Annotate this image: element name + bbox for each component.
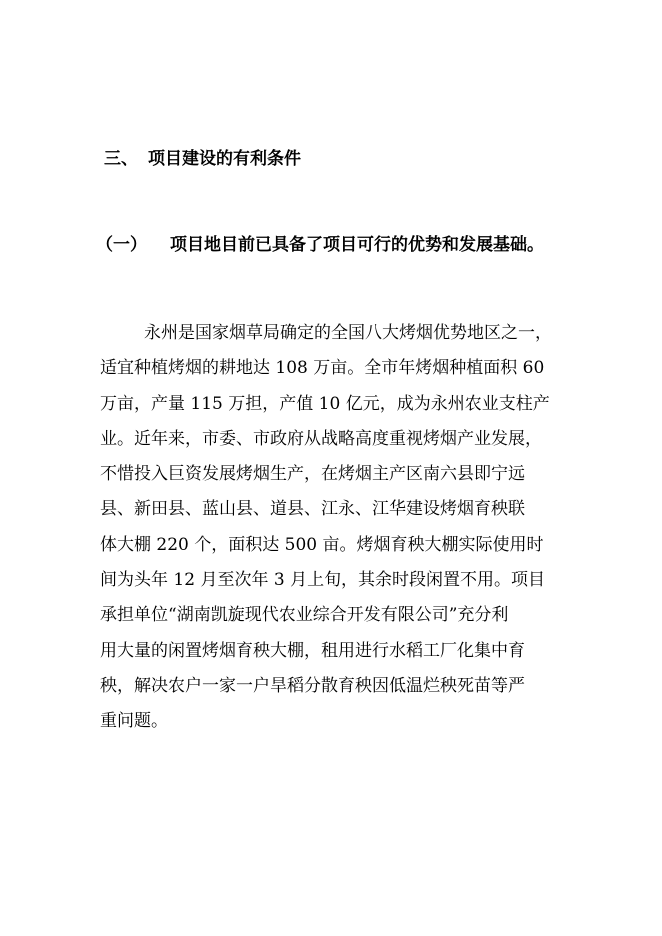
paragraph-line: 永州是国家烟草局确定的全国八大烤烟优势地区之一， xyxy=(144,323,552,343)
section-number: 三、 xyxy=(104,149,138,169)
subsection-number: （一） xyxy=(96,235,147,255)
paragraph-line: 间为头年 12 月至次年 3 月上旬，其余时段闲置不用。项目 xyxy=(100,570,546,591)
section-title: 项目建设的有利条件 xyxy=(148,149,301,169)
paragraph-line: 体大棚 220 个，面积达 500 亩。烤烟育秧大棚实际使用时 xyxy=(100,534,544,555)
body-paragraph xyxy=(100,316,570,740)
subsection-heading xyxy=(96,234,544,256)
paragraph-line: 县、新田县、蓝山县、道县、江永、江华建设烤烟育秧联 xyxy=(100,499,525,520)
paragraph-line: 承担单位“湖南凯旋现代农业综合开发有限公司”充分利 xyxy=(100,605,509,626)
paragraph-line: 不惜投入巨资发展烤烟生产，在烤烟主产区南六县即宁远 xyxy=(100,464,525,485)
subsection-title: 项目地目前已具备了项目可行的优势和发展基础。 xyxy=(170,235,544,255)
paragraph-line: 用大量的闲置烤烟育秧大棚，租用进行水稻工厂化集中育 xyxy=(100,640,525,661)
paragraph-line: 业。近年来，市委、市政府从战略高度重视烤烟产业发展， xyxy=(100,428,542,449)
paragraph-line: 万亩，产量 115 万担，产值 10 亿元，成为永州农业支柱产 xyxy=(100,393,550,414)
paragraph-line: 秧，解决农户一家一户旱稻分散育秧因低温烂秧死苗等严 xyxy=(100,675,525,696)
paragraph-line: 重问题。 xyxy=(100,711,168,732)
paragraph-line: 适宜种植烤烟的耕地达 108 万亩。全市年烤烟种植面积 60 xyxy=(100,358,545,379)
section-heading xyxy=(104,148,301,170)
